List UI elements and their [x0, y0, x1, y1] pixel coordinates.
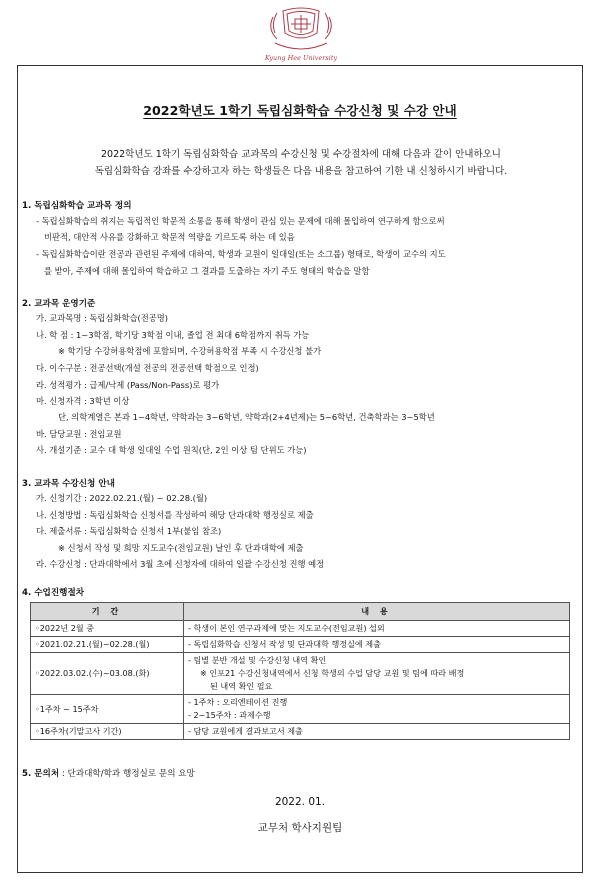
section-5-heading: 5. 문의처	[22, 769, 60, 779]
content-cell: - 담당 교원에게 결과보고서 제출	[184, 724, 570, 740]
s3-note: ※ 신청서 작성 및 희망 지도교수(전임교원) 날인 후 단과대학에 제출	[58, 543, 304, 553]
section-2-heading: 2. 교과목 운영기준	[22, 299, 96, 309]
s2-line: 다. 이수구분 : 전공선택(개설 전공의 전공선택 학점으로 인정)	[36, 363, 259, 373]
section-5-text: : 단과대학/학과 행정실로 문의 요망	[59, 769, 195, 779]
s3-line: 다. 제출서류 : 독립심화학습 신청서 1부(붙임 참조)	[36, 526, 222, 536]
s1-line: - 독립심화학습이란 전공과 관련된 주제에 대하여, 학생과 교원이 일대일(또는 소그룹) 형태로, 학생이 교수의 지도	[36, 249, 446, 259]
s2-line: 바. 담당교원 : 전임교원	[36, 429, 122, 439]
period-cell: ◦2022년 2월 중	[31, 621, 184, 637]
table-row	[31, 653, 570, 695]
table-row	[31, 621, 570, 637]
section-3-heading: 3. 교과목 수강신청 안내	[22, 479, 115, 489]
content-cell: - 독립심화학습 신청서 작성 및 단과대학 행정실에 제출	[184, 637, 570, 653]
s2-note: 단, 의학계열은 본과 1~4학년, 약학과는 3~6학년, 약학과(2+4년제)는 5~6학년, 건축학과는 3~5학년	[58, 412, 435, 422]
period-cell: ◦1주차 ~ 15주차	[31, 695, 184, 724]
s2-line: 사. 개설기준 : 교수 대 학생 일대일 수업 원칙(단, 2인 이상 팀 단위도 가능)	[36, 445, 307, 455]
schedule-table	[30, 602, 570, 740]
s2-line: 가. 교과목명 : 독립심화학습(전공명)	[36, 313, 169, 323]
s1-line: 를 받아, 주제에 대해 몰입하여 학습하고 그 결과를 도출하는 자기 주도 형태의 학습을 말함	[44, 266, 370, 276]
content-cell: - 팀별 분반 개설 및 수강신청 내역 확인 ※ 인포21 수강신청내역에서 신청 학생의 수업 담당 교원 및 팀에 따라 배정 된 내역 확인 필요	[184, 653, 570, 695]
col-content-header: 내 용	[184, 603, 570, 621]
s1-line: - 독립심화학습의 취지는 독립적인 학문적 소통을 통해 학생이 관심 있는 문제에 대해 몰입하여 연구하게 함으로써	[36, 216, 445, 226]
period-cell: ◦2022.03.02.(수)~03.08.(화)	[31, 653, 184, 695]
s2-line: 나. 학 점 : 1~3학점, 학기당 3학점 이내, 졸업 전 최대 6학점까지 취득 가능	[36, 330, 310, 340]
col-period-header: 기 간	[31, 603, 184, 621]
issuing-department: 교무처 학사지원팀	[257, 822, 343, 834]
s2-note: ※ 학기당 수강허용학점에 포함되며, 수강허용학점 부족 시 수강신청 불가	[58, 346, 322, 356]
table-row	[31, 637, 570, 653]
s1-line: 비판적, 대안적 사유를 강화하고 학문적 역량을 기르도록 하는 데 있음	[44, 232, 295, 242]
s3-line: 라. 수강신청 : 단과대학에서 3월 초에 신청자에 대하여 일괄 수강신청 진행 예정	[36, 559, 325, 569]
s3-line: 나. 신청방법 : 독립심화학습 신청서를 작성하여 해당 단과대학 행정실로 제출	[36, 510, 314, 520]
page-title: 2022학년도 1학기 독립심화학습 수강신청 및 수강 안내	[143, 103, 457, 118]
table-header-row	[31, 603, 570, 621]
s2-line: 마. 신청자격 : 3학년 이상	[36, 396, 130, 406]
s3-line: 가. 신청기간 : 2022.02.21.(월) ~ 02.28.(월)	[36, 493, 208, 503]
content-cell: - 학생이 본인 연구과제에 맞는 지도교수(전임교원) 섭외	[184, 621, 570, 637]
intro-paragraph: 2022학년도 1학기 독립심화학습 교과목의 수강신청 및 수강절차에 대해 다음과 같이 안내하오니 독립심화학습 강좌를 수강하고자 하는 학생들은 다음 내용을 참고하여 기한 내 신청하시기 바랍니다.	[94, 149, 508, 177]
kyung-hee-university-seal-icon	[263, 3, 339, 65]
section-4-heading: 4. 수업진행절차	[22, 588, 85, 598]
period-cell: ◦16주차(기말고사 기간)	[31, 724, 184, 740]
content-cell: - 1주차 : 오리엔테이션 진행 - 2~15주차 : 과제수행	[184, 695, 570, 724]
s2-line: 라. 성적평가 : 급제/낙제 (Pass/Non-Pass)로 평가	[36, 380, 220, 390]
table-row	[31, 695, 570, 724]
content-frame	[17, 65, 583, 873]
issue-date: 2022. 01.	[274, 796, 326, 808]
section-5	[22, 767, 195, 779]
section-1-heading: 1. 독립심화학습 교과목 정의	[22, 201, 132, 211]
logo-text: Kyung Hee University	[264, 54, 338, 62]
period-cell: ◦2021.02.21.(월)~02.28.(월)	[31, 637, 184, 653]
table-row	[31, 724, 570, 740]
